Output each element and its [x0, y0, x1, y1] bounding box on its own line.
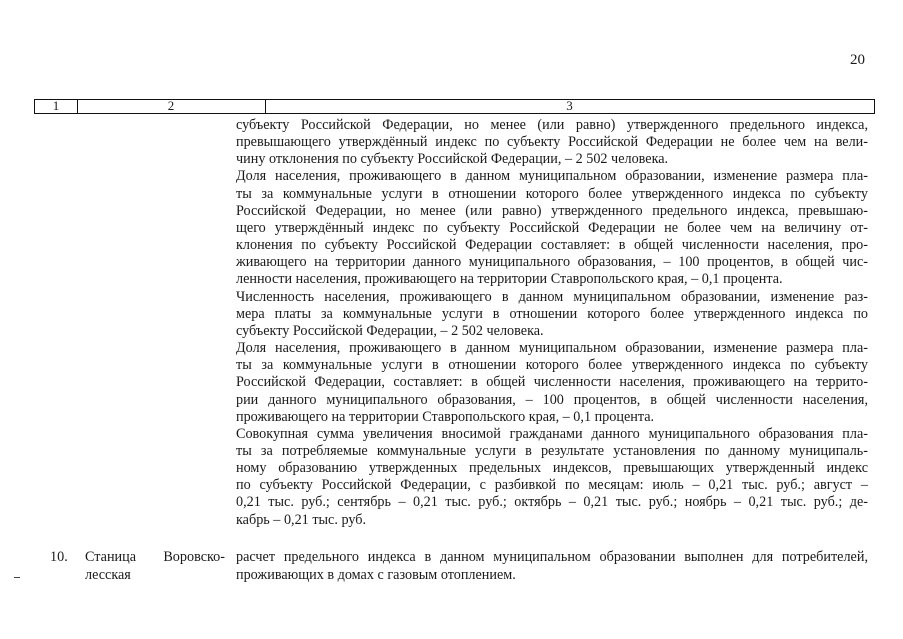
text-line: субъекту Российской Федерации, – 2 502 человека. [236, 322, 544, 339]
text-line: ному образованию утвержденных предельных индексов, превышающих утвержденный индекс [236, 460, 868, 477]
table-header-row [34, 99, 875, 114]
municipality-name-line-2: лесская [85, 566, 131, 583]
text-line: Российской Федерации, составляет: в общей численности населения, проживающего на террито- [236, 374, 868, 391]
text-line: Доля населения, проживающего в данном муниципальном образовании, изменение размера пла- [236, 168, 868, 185]
municipality-name [85, 549, 225, 584]
text-line: проживающих в домах с газовым отоплением. [236, 566, 516, 583]
text-line: субъекту Российской Федерации, но менее (или равно) утвержденного предельного индекса, [236, 117, 868, 133]
text-line: ленности населения, проживающего на территории Ставропольского края, – 0,1 процента. [236, 271, 783, 288]
municipality-name-part-a: Станица [85, 549, 137, 565]
text-line: расчет предельного индекса в данном муниципальном образовании выполнен для потребителей, [236, 549, 868, 565]
paragraph-total-sum [236, 426, 868, 529]
text-line: чину отклонения по субъекту Российской Федерации, – 2 502 человека. [236, 151, 669, 168]
text-line: мера платы за коммунальные услуги в отношении которого более утвержденного индекса по [236, 305, 868, 322]
text-line: кабрь – 0,21 тыс. руб. [236, 511, 367, 528]
column-3-text [236, 117, 868, 529]
text-line: Доля населения, проживающего в данном муниципальном образовании, изменение размера пла- [236, 340, 868, 357]
municipality-name-part-b: Воровско- [163, 549, 225, 565]
text-line: клонения по субъекту Российской Федерации составляет: в общей численности населения, про- [236, 237, 868, 254]
text-line: щего утверждённый индекс по субъекту Российской Федерации не более чем на величину от- [236, 219, 868, 236]
text-line: 0,21 тыс. руб.; сентябрь – 0,21 тыс. руб.; октябрь – 0,21 тыс. руб.; ноябрь – 0,21 тыс. руб.; де- [236, 494, 868, 511]
header-cell-1: 1 [35, 99, 78, 113]
header-cell-3: 3 [566, 98, 573, 113]
text-line: по субъекту Российской Федерации, с разбивкой по месяцам: июль – 0,21 тыс. руб.; август – [236, 477, 868, 494]
text-line: проживающего на территории Ставропольского края, – 0,1 процента. [236, 408, 655, 425]
paragraph-share-1 [236, 168, 868, 288]
row-number: 10. [50, 549, 68, 565]
text-line: ты за коммунальные услуги в отношении которого более утвержденного индекса по субъекту [236, 357, 868, 374]
text-line: живающего на территории данного муниципального образования, – 100 процентов, в общей чис- [236, 254, 868, 271]
text-line: рии данного муниципального образования, – 100 процентов, в общей численности населения, [236, 391, 868, 408]
text-line: Российской Федерации, но менее (или равно) утвержденного предельного индекса, превышаю- [236, 202, 868, 219]
paragraph-population-count [236, 289, 868, 340]
row-10-description [236, 549, 868, 584]
text-line: ты за коммунальные услуги в отношении которого более утвержденного индекса по субъекту [236, 185, 868, 202]
paragraph-share-2 [236, 340, 868, 426]
text-line: Совокупная сумма увеличения вносимой гражданами данного муниципального образования пла- [236, 425, 868, 442]
scan-mark [14, 577, 20, 578]
text-line: ты за потребляемые коммунальные услуги в результате установления по данному муниципаль- [236, 442, 868, 459]
text-line: превышающего утверждённый индекс по субъекту Российской Федерации не более чем на вели- [236, 134, 868, 151]
text-line: Численность населения, проживающего в данном муниципальном образовании, изменение раз- [236, 288, 868, 305]
continuation-paragraph [236, 117, 868, 168]
page-number: 20 [850, 52, 865, 68]
header-cell-2: 2 [77, 99, 266, 113]
municipality-name-line-1 [85, 549, 225, 567]
